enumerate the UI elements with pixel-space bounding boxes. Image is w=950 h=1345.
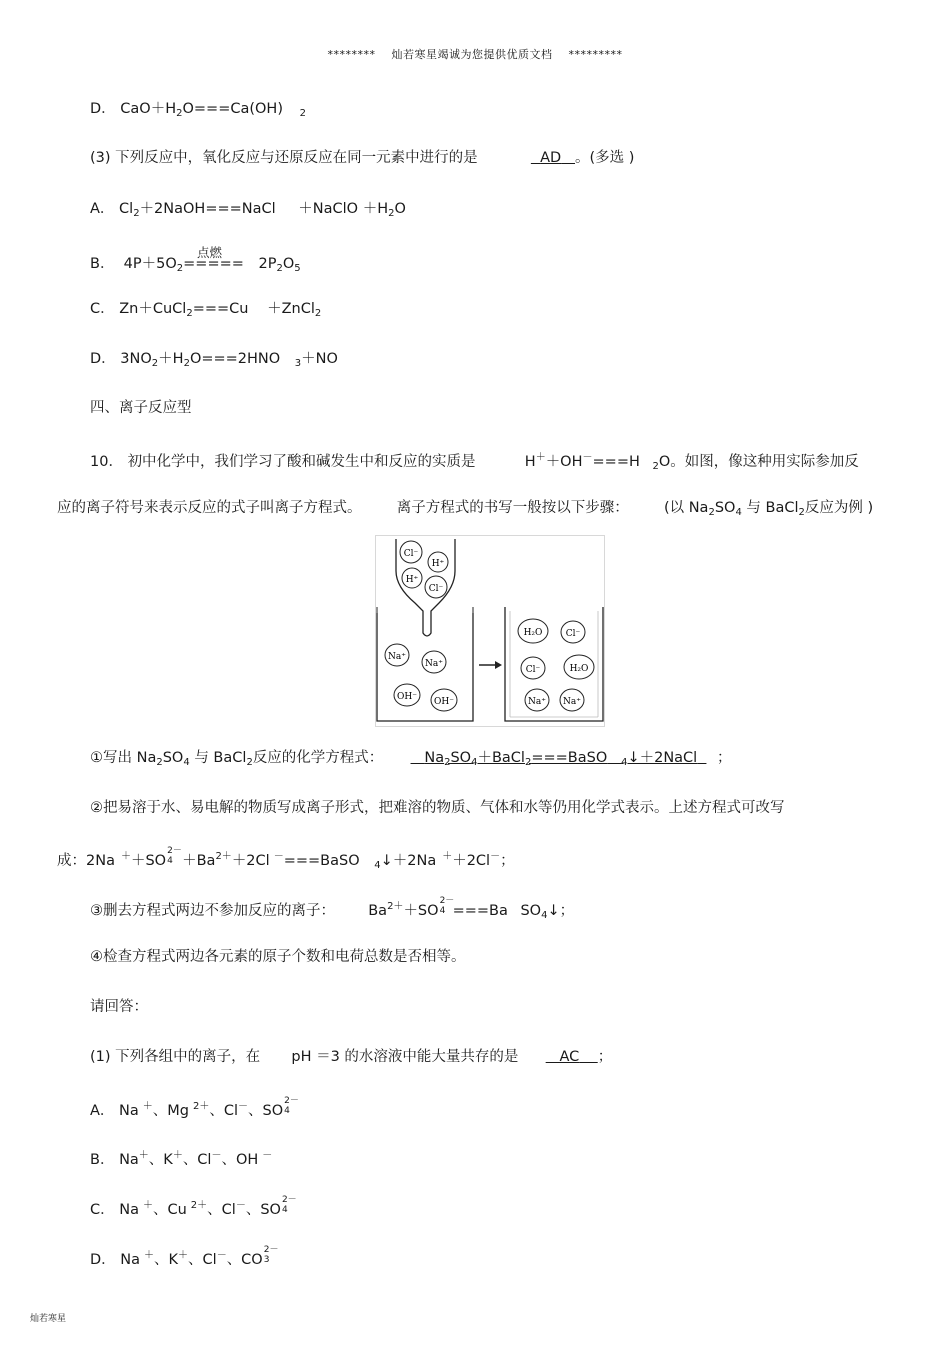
section-title: 四、离子反应型 [90, 400, 192, 416]
q9-part3-question: (3) 下列反应中，氧化反应与还原反应在同一元素中进行的是 AD 。(多选 ) [90, 150, 635, 166]
header-stars-left: ******** [327, 48, 376, 61]
beaker-ion [385, 644, 409, 666]
q10-ask: 请回答： [90, 999, 148, 1015]
ion-label: H₂O [523, 628, 543, 638]
q10-step1: ①写出 $Na_2SO_4$ 与 BaCl$_2$反应的化学方程式： $Na_2SO_4+BaCl_2===BaSO$ $_4$↓＋2NaCl ； [90, 750, 732, 768]
answer-blank: AC [559, 1049, 580, 1065]
header-stars-right: ********* [568, 48, 623, 61]
funnel-ion [428, 552, 448, 572]
q10-intro-line1: 10． 初中化学中，我们学习了酸和碱发生中和反应的实质是 H＋＋OH－===H $_2$O。如图，像这种用实际参加反 [90, 452, 859, 472]
funnel-ion [402, 568, 422, 588]
q10-option-b: B． Na＋、K＋、Cl－、OH － [90, 1150, 273, 1168]
reaction-diagram [375, 535, 605, 727]
ion-label: Na⁺ [563, 697, 581, 707]
funnel-ion [425, 576, 447, 598]
reaction-condition: 点燃 [197, 245, 223, 260]
q10-intro-line2: 应的离子符号来表示反应的式子叫离子方程式。 离子方程式的书写一般按以下步骤： (以 $Na_2SO_4$ 与 BaCl$_2$反应为例 ) [57, 500, 874, 518]
ion-label: OH⁻ [434, 697, 454, 707]
beaker-ion [394, 684, 420, 706]
ion-label: Cl⁻ [403, 549, 419, 559]
ion-label: OH⁻ [397, 692, 417, 702]
page-footer: 灿若寒星 [30, 1314, 67, 1324]
q9-option-c: C． Zn＋CuCl$_2$===Cu ＋ZnCl$_2$ [90, 301, 322, 319]
beaker-ion [564, 655, 594, 679]
ion-label: H⁺ [405, 575, 419, 585]
q10-step2-equation: 成：2Na ＋＋SO 2－ 4 $+Ba^{2+}+2Cl$ －===BaSO $_4$↓＋2Na ＋＋2Cl－； [57, 846, 515, 871]
ion-label: Cl⁻ [525, 665, 541, 675]
q9-option-d-prev: D． $CaO+H_2O===Ca(OH)$ $_2$ [90, 101, 306, 119]
q10-sub1-question: (1) 下列各组中的离子，在 pH ＝3 的水溶液中能大量共存的是 AC ； [90, 1049, 613, 1065]
q10-step3: ③删去方程式两边不参加反应的离子： $Ba^{2+}+SO$ 2－ 4 ===Ba $SO_4↓$； [90, 896, 575, 921]
beaker-ion [518, 619, 548, 643]
beaker-ion [422, 651, 446, 673]
funnel-ion [400, 541, 422, 563]
q10-option-c: C． Na ＋、Cu $^{2+}$、Cl－、SO 2－ 4 [90, 1195, 297, 1218]
q10-option-d: D． Na ＋、K＋、Cl－、CO 2－ 3 [90, 1245, 279, 1268]
q9-option-b: B． $4P+5O_2===== 2P_2O_5$ [90, 256, 301, 274]
q9-option-d: D． $3NO_2+H_2O===2HNO$ $_3$＋NO [90, 351, 338, 369]
q10-step2: ②把易溶于水、易电解的物质写成离子形式，把难溶的物质、气体和水等仍用化学式表示。上述方程式可改写 [90, 800, 785, 816]
ion-label: Na⁺ [388, 652, 406, 662]
ion-label: H⁺ [431, 559, 445, 569]
option-label: D． [90, 101, 116, 117]
beaker-ion [431, 689, 457, 711]
ion-label: H₂O [569, 664, 589, 674]
beaker-ion [561, 621, 585, 643]
header-text: 灿若寒星竭诚为您提供优质文档 [391, 48, 553, 61]
q9-option-a: A． $Cl_2+2NaOH===NaCl$ ＋NaClO $+H_2O$ [90, 201, 406, 219]
beaker-ion [525, 689, 549, 711]
ion-label: Cl⁻ [565, 629, 581, 639]
answer-blank: AD [540, 150, 562, 166]
q10-step4: ④检查方程式两边各元素的原子个数和电荷总数是否相等。 [90, 949, 466, 965]
beaker-ion [521, 657, 545, 679]
ion-label: Cl⁻ [428, 584, 444, 594]
arrow-head [495, 661, 502, 669]
answer-blank: $Na_2SO_4+BaCl_2===BaSO$ $_4$↓＋2NaCl [424, 750, 698, 768]
ion-label: Na⁺ [528, 697, 546, 707]
ion-label: Na⁺ [425, 659, 443, 669]
beaker-ion [560, 689, 584, 711]
q10-option-a: A． Na ＋、Mg $^{2+}$、Cl－、SO 2－ 4 [90, 1096, 299, 1119]
page-header [0, 46, 950, 62]
